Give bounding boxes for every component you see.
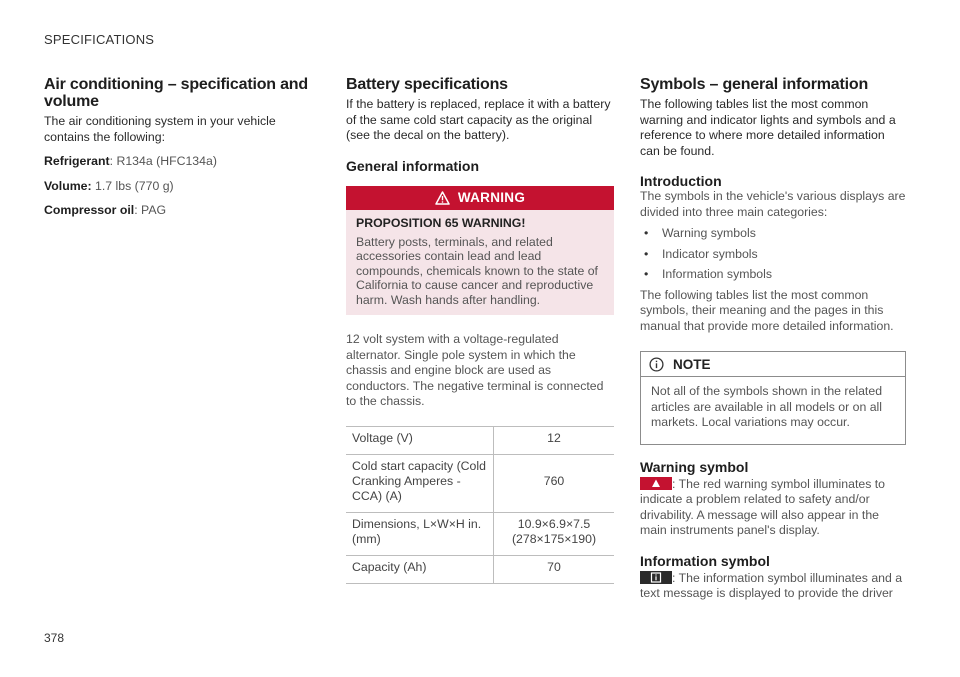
battery-spec-table	[346, 426, 614, 584]
note-text: Not all of the symbols shown in the related articles are available in all models or on all markets. Local variations may occur.	[651, 384, 883, 429]
info-circle-icon	[649, 357, 664, 372]
warning-text: Battery posts, terminals, and related accessories contain lead and lead compounds, chemicals known to the state of California to cause cancer and reproductive harm. Wash hands after handling.	[356, 234, 598, 307]
ac-intro: The air conditioning system in your vehicle contains the following:	[44, 114, 276, 144]
warning-symbol-heading: Warning symbol	[640, 458, 749, 475]
section-title-symbols: Symbols – general information	[640, 76, 869, 93]
note-box	[640, 351, 906, 445]
table-cell-label: Dimensions, L×W×H in. (mm)	[346, 512, 494, 555]
warning-symbol-text: : The red warning symbol illuminates to indicate a problem related to safety and/or drivability. A message will also appear in the main instruments panel's display.	[640, 476, 886, 537]
spec-label: Volume:	[44, 178, 92, 193]
table-row	[346, 454, 614, 512]
note-header	[641, 352, 905, 377]
ac-spec-compressor-oil: Compressor oil: PAG	[44, 203, 167, 217]
ac-spec-list	[44, 154, 314, 219]
battery-description: 12 volt system with a voltage-regulated alternator. Single pole system in which the chassis and engine block are used as conductors. The negative terminal is connected to the chassis.	[346, 332, 604, 408]
column-air-conditioning	[44, 76, 314, 219]
table-cell-label: Cold start capacity (Cold Cranking Amperes - CCA) (A)	[346, 454, 494, 512]
symbol-category-list	[640, 226, 906, 283]
warning-title: PROPOSITION 65 WARNING!	[356, 215, 526, 230]
battery-intro: If the battery is replaced, replace it with a battery of the same cold start capacity as the original (see the decal on the battery).	[346, 97, 611, 142]
table-cell-value: 760	[494, 454, 615, 512]
list-item: • Warning symbols	[640, 226, 906, 242]
ac-spec-volume	[44, 179, 314, 195]
spec-value: R134a (HFC134a)	[116, 154, 217, 168]
warning-box	[346, 186, 614, 316]
running-header: SPECIFICATIONS	[44, 32, 155, 47]
column-symbols	[640, 76, 906, 602]
table-cell-value: 12	[494, 426, 615, 454]
table-cell-value: 70	[494, 555, 615, 583]
symbols-intro: The following tables list the most common warning and indicator lights and symbols and a reference to where more detailed information can be found.	[640, 97, 896, 158]
table-row	[346, 426, 614, 454]
table-cell-label: Voltage (V)	[346, 426, 494, 454]
warning-label: WARNING	[457, 190, 526, 205]
table-row	[346, 555, 614, 583]
list-item: • Information symbols	[640, 267, 906, 283]
section-title-battery: Battery specifications	[346, 76, 508, 93]
warning-header	[346, 186, 614, 210]
tables-description: The following tables list the most common symbols, their meaning and the pages in this manual that provide more detailed information.	[640, 287, 894, 333]
note-label: NOTE	[673, 356, 711, 372]
information-symbol-icon	[640, 571, 672, 584]
spec-value: PAG	[141, 203, 167, 217]
list-item: • Indicator symbols	[640, 247, 906, 263]
ac-spec-refrigerant: Refrigerant: R134a (HFC134a)	[44, 154, 217, 168]
column-battery	[346, 76, 614, 584]
information-symbol-text: : The information symbol illuminates and a text message is displayed to provide the driver	[640, 570, 903, 600]
table-cell-label: Capacity (Ah)	[346, 555, 494, 583]
red-warning-symbol-icon	[640, 477, 672, 490]
page-number: 378	[44, 631, 65, 645]
introduction-heading: Introduction	[640, 173, 722, 189]
spec-label: Compressor oil	[44, 203, 135, 217]
warning-triangle-icon	[435, 191, 450, 205]
table-cell-value: 10.9×6.9×7.5 (278×175×190)	[494, 512, 615, 555]
warning-body	[346, 210, 614, 316]
information-symbol-heading: Information symbol	[640, 552, 770, 569]
table-row	[346, 512, 614, 555]
spec-label: Refrigerant	[44, 154, 110, 168]
spec-value: 1.7 lbs (770 g)	[95, 178, 174, 193]
section-title-air-conditioning: Air conditioning – specification and volume	[44, 76, 308, 110]
battery-subtitle: General information	[346, 157, 480, 174]
introduction-text: The symbols in the vehicle's various displays are divided into three main categories:	[640, 189, 906, 219]
